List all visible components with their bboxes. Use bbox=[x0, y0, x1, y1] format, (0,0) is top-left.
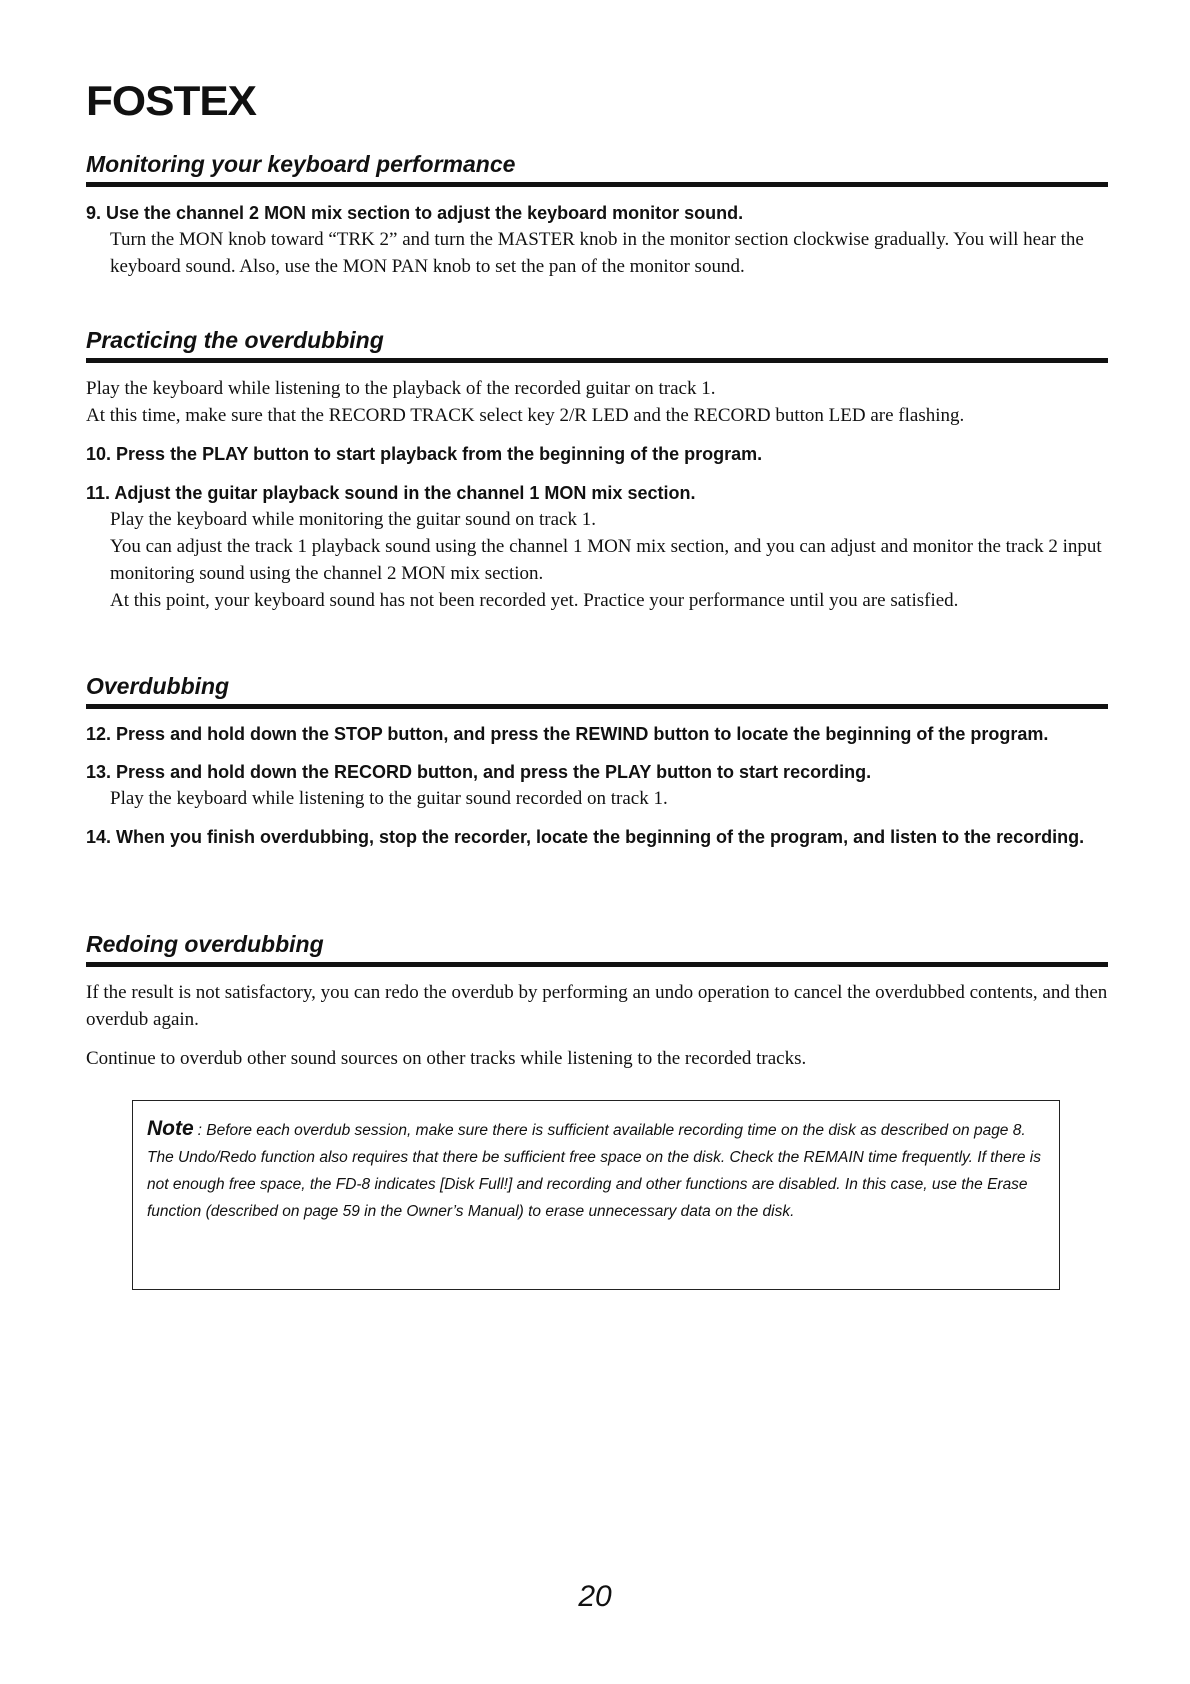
step-10-heading: 10. Press the PLAY button to start playback from the beginning of the program. bbox=[86, 444, 763, 464]
note-text-2: The Undo/Redo function also requires that there be sufficient free space on the disk. Check the REMAIN time frequently. If there is not enough free space, the FD-8 indicates [Disk Full!] and recording and other functions are disabled. In this case, use the Erase function (described on page 59 in the Owner’s Manual) to erase unnecessary data on the disk. bbox=[147, 1149, 1042, 1220]
note-text-1: : Before each overdub session, make sure there is sufficient available recording time on the disk as described on page 8. bbox=[197, 1122, 1026, 1139]
note-label: Note bbox=[147, 1117, 194, 1140]
step-11-line-1: Play the keyboard while monitoring the guitar sound on track 1. bbox=[110, 509, 596, 530]
section-practicing bbox=[86, 326, 1108, 614]
section-rule bbox=[86, 358, 1108, 363]
note-box bbox=[132, 1100, 1060, 1290]
page-number: 20 bbox=[578, 1580, 612, 1613]
redoing-paragraph-1: If the result is not satisfactory, you can redo the overdub by performing an undo operation to cancel the overdubbed contents, and then overdub again. bbox=[86, 982, 1108, 1030]
section-rule bbox=[86, 182, 1108, 187]
section-rule bbox=[86, 962, 1108, 967]
section-title: Practicing the overdubbing bbox=[86, 327, 384, 353]
section-title: Overdubbing bbox=[86, 673, 230, 699]
section-rule bbox=[86, 704, 1108, 709]
step-14-heading: 14. When you finish overdubbing, stop the recorder, locate the beginning of the program, and listen to the recording. bbox=[86, 827, 1085, 847]
step-11-line-3: At this point, your keyboard sound has not been recorded yet. Practice your performance until you are satisfied. bbox=[110, 590, 959, 611]
step-9-text: Turn the MON knob toward “TRK 2” and turn the MASTER knob in the monitor section clockwise gradually. You will hear the keyboard sound. Also, use the MON PAN knob to set the pan of the monitor sound. bbox=[110, 229, 1084, 277]
section-redoing bbox=[86, 930, 1108, 1072]
step-13-text: Play the keyboard while listening to the guitar sound recorded on track 1. bbox=[110, 788, 668, 809]
section-overdubbing bbox=[86, 672, 1108, 850]
section-title: Monitoring your keyboard performance bbox=[86, 151, 516, 177]
step-9-heading: 9. Use the channel 2 MON mix section to adjust the keyboard monitor sound. bbox=[86, 203, 744, 223]
step-12-heading: 12. Press and hold down the STOP button, and press the REWIND button to locate the beginning of the program. bbox=[86, 724, 1049, 744]
fostex-logo: FOSTEX bbox=[86, 78, 257, 125]
section-title: Redoing overdubbing bbox=[86, 931, 324, 957]
step-11-heading: 11. Adjust the guitar playback sound in the channel 1 MON mix section. bbox=[86, 483, 696, 503]
step-13-heading: 13. Press and hold down the RECORD button, and press the PLAY button to start recording. bbox=[86, 762, 872, 782]
practicing-intro-2: At this time, make sure that the RECORD TRACK select key 2/R LED and the RECORD button LED are flashing. bbox=[86, 405, 965, 426]
step-11-line-2: You can adjust the track 1 playback sound using the channel 1 MON mix section, and you can adjust and monitor the track 2 input monitoring sound using the channel 2 MON mix section. bbox=[110, 536, 1102, 584]
redoing-paragraph-2: Continue to overdub other sound sources on other tracks while listening to the recorded tracks. bbox=[86, 1048, 807, 1069]
practicing-intro-1: Play the keyboard while listening to the playback of the recorded guitar on track 1. bbox=[86, 378, 716, 399]
section-monitoring bbox=[86, 150, 1108, 280]
